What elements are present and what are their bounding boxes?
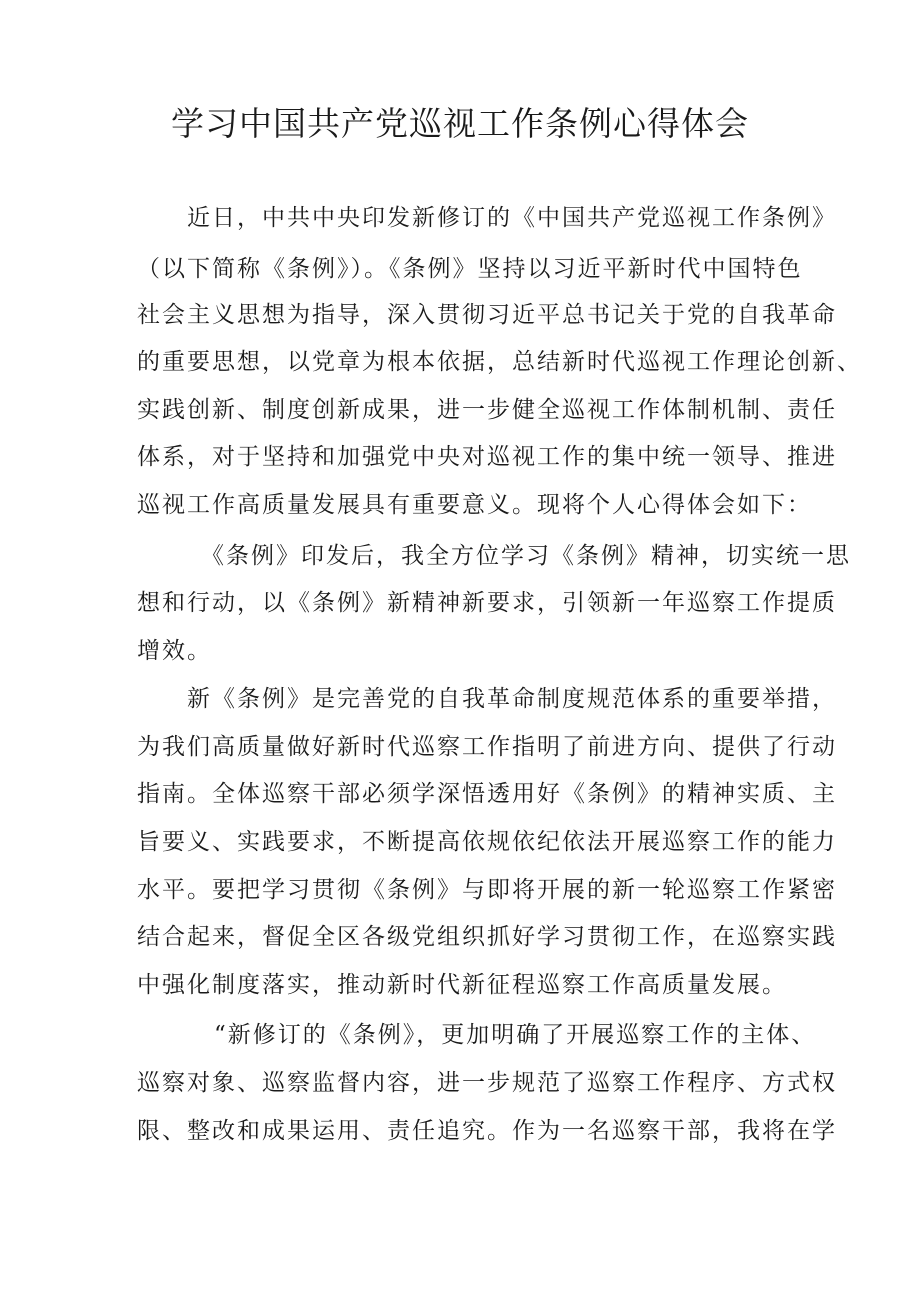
paragraph-4-line-3: 限、整改和成果运用、责任追究。作为一名巡察干部，我将在学	[137, 1118, 837, 1144]
paragraph-1-line-7: 巡视工作高质量发展具有重要意义。现将个人心得体会如下：	[137, 492, 812, 518]
paragraph-3-line-6: 结合起来，督促全区各级党组织抓好学习贯彻工作，在巡察实践	[137, 924, 837, 950]
paragraph-1-line-5: 实践创新、制度创新成果，进一步健全巡视工作体制机制、责任	[137, 397, 837, 423]
paragraph-2-line-2: 想和行动，以《条例》新精神新要求，引领新一年巡察工作提质	[137, 590, 837, 616]
paragraph-3-line-4: 旨要义、实践要求，不断提高依规依纪依法开展巡察工作的能力	[137, 829, 837, 855]
paragraph-3-line-2: 为我们高质量做好新时代巡察工作指明了前进方向、提供了行动	[137, 734, 837, 760]
paragraph-3-line-3: 指南。全体巡察干部必须学深悟透用好《条例》的精神实质、主	[137, 781, 837, 807]
paragraph-1-line-3: 社会主义思想为指导，深入贯彻习近平总书记关于党的自我革命	[137, 302, 837, 328]
paragraph-1-line-4: 的重要思想，以党章为根本依据，总结新时代巡视工作理论创新、	[137, 349, 862, 375]
paragraph-1-line-2: （以下简称《条例》）。《条例》坚持以习近平新时代中国特色	[137, 256, 803, 282]
paragraph-1-line-6: 体系，对于坚持和加强党中央对巡视工作的集中统一领导、推进	[137, 444, 837, 470]
paragraph-3-line-5: 水平。要把学习贯彻《条例》与即将开展的新一轮巡察工作紧密	[137, 877, 837, 903]
paragraph-2-line-1: 《条例》印发后，我全方位学习《条例》精神，切实统一思	[201, 543, 851, 569]
paragraph-3-line-1: 新《条例》是完善党的自我革命制度规范体系的重要举措，	[187, 686, 837, 712]
document-title: 学习中国共产党巡视工作条例心得体会	[171, 104, 749, 143]
paragraph-2-line-3: 增效。	[137, 638, 212, 664]
paragraph-3-line-7: 中强化制度落实，推动新时代新征程巡察工作高质量发展。	[137, 972, 787, 998]
paragraph-4-line-1: “新修订的《条例》，更加明确了开展巡察工作的主体、	[214, 1022, 817, 1048]
paragraph-4-line-2: 巡察对象、巡察监督内容，进一步规范了巡察工作程序、方式权	[137, 1070, 837, 1096]
paragraph-1-line-1: 近日，中共中央印发新修订的《中国共产党巡视工作条例》	[187, 205, 837, 231]
